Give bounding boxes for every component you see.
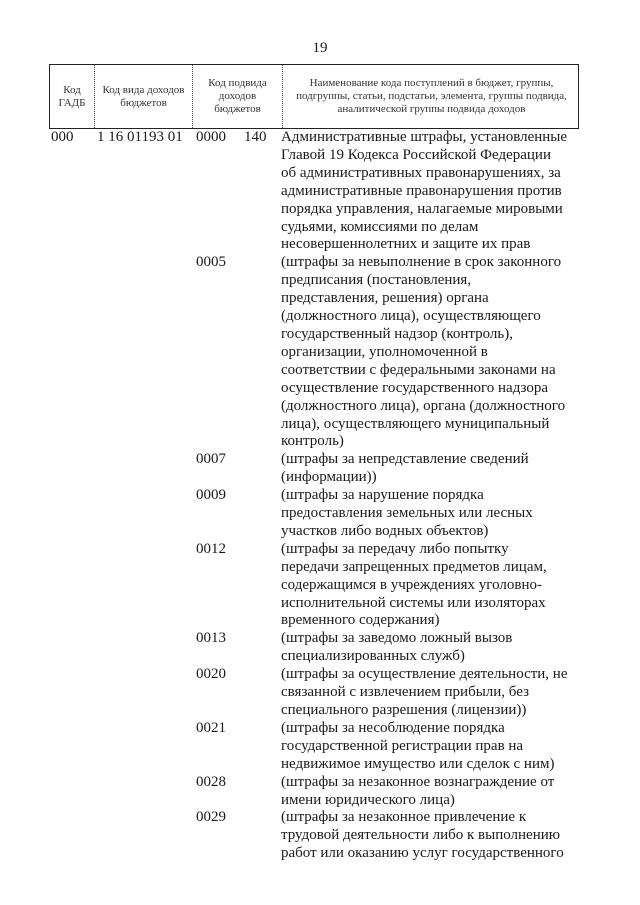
subtype-code: 0007 <box>196 451 226 468</box>
row-name: (штрафы за несоблюдение порядка государственной регистрации прав на недвижимое имущество или сделок с ним) <box>281 719 555 772</box>
subtype-code: 0009 <box>196 487 226 504</box>
table-row <box>49 487 579 541</box>
table-row <box>49 774 579 810</box>
gadb-code: 000 <box>51 129 74 145</box>
subtype-code: 0029 <box>196 809 226 826</box>
page-number: 19 <box>312 40 328 56</box>
table-row <box>49 630 579 666</box>
table-row <box>49 541 579 631</box>
table-row <box>49 254 579 451</box>
subtype-code: 0028 <box>196 773 226 790</box>
subtype-code: 0000 <box>196 129 226 145</box>
header-gadb: Код ГАДБ <box>58 83 86 109</box>
header-income-subtype-code: Код подвида доходов бюджетов <box>192 65 282 128</box>
table-row <box>49 666 579 720</box>
table-row <box>49 451 579 487</box>
subtype-code: 0021 <box>196 719 226 736</box>
row-name: Административные штрафы, установленные Главой 19 Кодекса Российской Федерации об административных правонарушениях, за административные правонарушения против порядка управления, налагаемые мировыми судьями, комиссиями по делам несовершеннолетних и защите их прав <box>281 129 568 253</box>
row-name: (штрафы за передачу либо попытку передачи запрещенных предметов лицам, содержащимся в учреждениях уголовно- исполнительной системы или изоляторах временного содержания) <box>281 540 547 629</box>
header-income-type-code: Код вида доходов бюджетов <box>94 65 192 128</box>
income-type-code: 1 16 01193 01 <box>97 129 183 145</box>
subtype-group-code: 140 <box>244 129 267 145</box>
subtype-code: 0013 <box>196 630 226 647</box>
table-row <box>49 809 579 863</box>
row-name: (штрафы за осуществление деятельности, не связанной с извлечением прибыли, без специального разрешения (лицензии)) <box>281 666 568 718</box>
table-row <box>49 129 579 254</box>
subtype-code: 0005 <box>196 254 226 271</box>
header-name: Наименование кода поступлений в бюджет, группы, подгруппы, статьи, подстатьи, элемента, группы подвида, аналитической группы подвида доходов <box>282 65 580 128</box>
subtype-code: 0020 <box>196 666 226 683</box>
table-row <box>49 720 579 774</box>
row-name: (штрафы за заведомо ложный вызов специализированных служб) <box>281 630 513 665</box>
row-name: (штрафы за незаконное привлечение к трудовой деятельности либо к выполнению работ или оказанию услуг государственного <box>281 809 564 862</box>
budget-codes-table <box>49 64 579 863</box>
row-name: (штрафы за невыполнение в срок законного предписания (постановления, представления, решения) органа (должностного лица), осуществляющего государственный надзор (контроль), организации, уполномоченной в соответствии с федеральными законами на осуществление государственного надзора (должностного лица), органа (должностного лица), осуществляющего муниципальный контроль) <box>281 254 566 450</box>
table-body <box>49 129 579 863</box>
row-name: (штрафы за нарушение порядка предоставления земельных или лесных участков либо водных объектов) <box>281 487 533 539</box>
row-name: (штрафы за непредставление сведений (информации)) <box>281 451 529 486</box>
subtype-code: 0012 <box>196 540 226 557</box>
row-name: (штрафы за незаконное вознаграждение от имени юридического лица) <box>281 773 555 808</box>
table-header <box>49 64 579 129</box>
